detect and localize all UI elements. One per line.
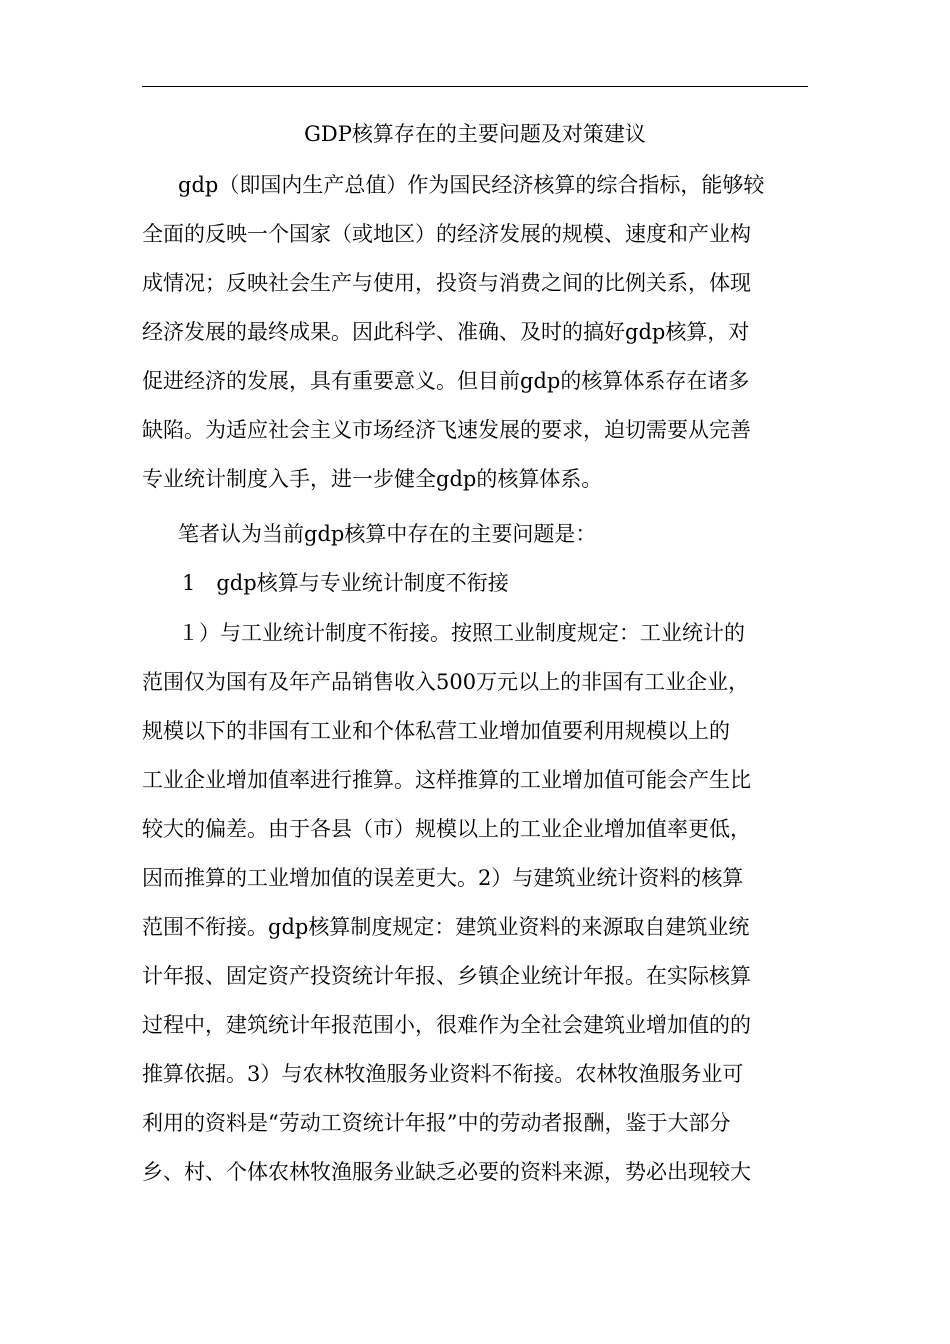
text-line: 计年报、固定资产投资统计年报、乡镇企业统计年报。在实际核算 (142, 964, 751, 988)
text-line: 工业企业增加值率进行推算。这样推算的工业增加值可能会产生比 (142, 768, 751, 792)
text-line: gdp（即国内生产总值）作为国民经济核算的综合指标，能够较 (178, 173, 765, 197)
text-line: 较大的偏差。由于各县（市）规模以上的工业企业增加值率更低， (142, 817, 751, 841)
text-line: 规模以下的非国有工业和个体私营工业增加值要利用规模以上的 (142, 719, 730, 743)
text-line: 成情况；反映社会生产与使用，投资与消费之间的比例关系，体现 (142, 271, 751, 295)
text-line: 经济发展的最终成果。因此科学、准确、及时的搞好gdp核算，对 (142, 320, 750, 344)
document-title: GDP核算存在的主要问题及对策建议 (304, 122, 646, 146)
text-line: 范围不衔接。gdp核算制度规定：建筑业资料的来源取自建筑业统 (142, 915, 750, 939)
text-line: 缺陷。为适应社会主义市场经济飞速发展的要求，迫切需要从完善 (142, 418, 751, 442)
text-line: 推算依据。3）与农林牧渔服务业资料不衔接。农林牧渔服务业可 (142, 1062, 744, 1086)
text-line: 专业统计制度入手，进一步健全gdp的核算体系。 (142, 467, 603, 491)
text-line: 利用的资料是“劳动工资统计年报”中的劳动者报酬，鉴于大部分 (142, 1111, 731, 1135)
text-line: 范围仅为国有及年产品销售收入500万元以上的非国有工业企业， (142, 670, 750, 694)
section-heading: 1 gdp核算与专业统计制度不衔接 (182, 571, 509, 595)
text-line: 过程中，建筑统计年报范围小，很难作为全社会建筑业增加值的的 (142, 1013, 751, 1037)
text-line: 笔者认为当前gdp核算中存在的主要问题是： (178, 522, 597, 546)
header-rule (142, 86, 808, 87)
text-line: １）与工业统计制度不衔接。按照工业制度规定：工业统计的 (178, 621, 745, 645)
text-line: 促进经济的发展，具有重要意义。但目前gdp的核算体系存在诸多 (142, 369, 750, 393)
text-line: 全面的反映一个国家（或地区）的经济发展的规模、速度和产业构 (142, 222, 751, 246)
text-line: 乡、村、个体农林牧渔服务业缺乏必要的资料来源，势必出现较大 (142, 1160, 751, 1184)
text-line: 因而推算的工业增加值的误差更大。2）与建筑业统计资料的核算 (142, 866, 744, 890)
